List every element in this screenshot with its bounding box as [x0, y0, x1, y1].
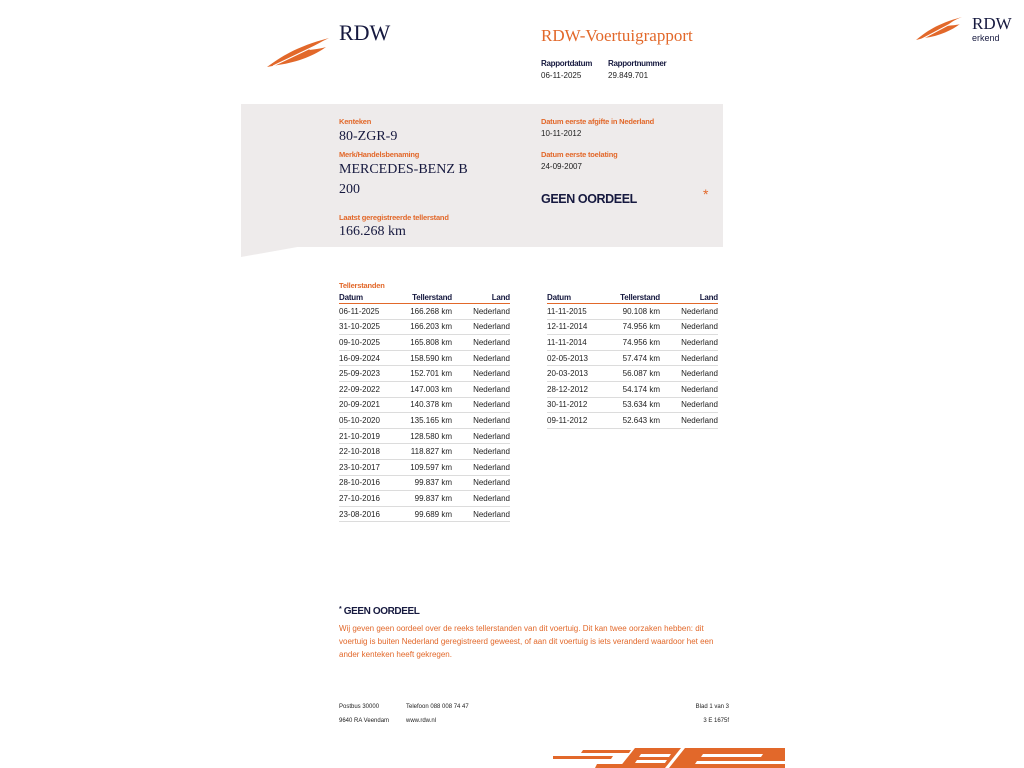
footnote-asterisk: *	[339, 606, 342, 613]
cell-date: 05-10-2020	[339, 413, 394, 429]
cell-date: 11-11-2014	[547, 335, 602, 351]
cell-date: 21-10-2019	[339, 428, 394, 444]
cell-date: 20-09-2021	[339, 397, 394, 413]
counts-table-right	[547, 292, 718, 429]
footer-phone: Telefoon 088 008 74 47	[406, 704, 469, 710]
cell-date: 06-11-2025	[339, 304, 394, 320]
cell-reading: 74.956 km	[602, 319, 660, 335]
cell-date: 11-11-2015	[547, 304, 602, 320]
counts-header-row	[547, 292, 718, 304]
header-date: Datum	[339, 292, 394, 304]
cell-country: Nederland	[452, 335, 510, 351]
counts-table-left	[339, 292, 510, 522]
cell-country: Nederland	[660, 366, 718, 382]
cell-country: Nederland	[452, 381, 510, 397]
footnote-title: GEEN OORDEEL	[343, 606, 420, 617]
report-date-label: Rapportdatum	[541, 59, 593, 68]
cell-country: Nederland	[660, 413, 718, 429]
cell-date: 20-03-2013	[547, 366, 602, 382]
plate-label: Kenteken	[339, 117, 372, 126]
first-admission-label: Datum eerste toelating	[541, 150, 618, 159]
report-number-value: 29.849.701	[608, 71, 649, 80]
cell-reading: 158.590 km	[394, 350, 452, 366]
first-admission-value: 24-09-2007	[541, 162, 582, 171]
make-label: Merk/Handelsbenaming	[339, 150, 420, 159]
cell-reading: 52.643 km	[602, 413, 660, 429]
report-title: RDW-Voertuigrapport	[541, 26, 693, 45]
table-row	[339, 428, 510, 444]
cell-reading: 56.087 km	[602, 366, 660, 382]
cell-country: Nederland	[660, 381, 718, 397]
brand-name: RDW	[339, 20, 391, 45]
rdw-erkend-logo	[914, 14, 1014, 46]
cell-country: Nederland	[452, 304, 510, 320]
cell-reading: 166.268 km	[394, 304, 452, 320]
table-row	[339, 475, 510, 491]
counts-title: Tellerstanden	[339, 281, 385, 290]
verdict-text: GEEN OORDEEL	[541, 192, 637, 206]
cell-reading: 99.837 km	[394, 475, 452, 491]
rdw-stripes-graphic	[553, 746, 785, 768]
cell-date: 30-11-2012	[547, 397, 602, 413]
cell-country: Nederland	[452, 506, 510, 522]
cell-date: 22-10-2018	[339, 444, 394, 460]
cell-reading: 53.634 km	[602, 397, 660, 413]
cell-country: Nederland	[452, 444, 510, 460]
cell-country: Nederland	[660, 335, 718, 351]
cell-date: 02-05-2013	[547, 350, 602, 366]
cell-country: Nederland	[452, 319, 510, 335]
cell-country: Nederland	[660, 319, 718, 335]
cell-reading: 118.827 km	[394, 444, 452, 460]
cell-date: 25-09-2023	[339, 366, 394, 382]
cell-reading: 90.108 km	[602, 304, 660, 320]
cell-date: 22-09-2022	[339, 381, 394, 397]
cell-reading: 165.808 km	[394, 335, 452, 351]
table-row	[339, 366, 510, 382]
cell-reading: 74.956 km	[602, 335, 660, 351]
first-nl-label: Datum eerste afgifte in Nederland	[541, 117, 655, 126]
cell-country: Nederland	[452, 413, 510, 429]
header-reading: Tellerstand	[394, 292, 452, 304]
cell-date: 28-12-2012	[547, 381, 602, 397]
report-date-value: 06-11-2025	[541, 71, 582, 80]
table-row	[547, 319, 718, 335]
footer-web: www.rdw.nl	[406, 718, 437, 724]
table-row	[339, 459, 510, 475]
cell-date: 23-08-2016	[339, 506, 394, 522]
feather-icon	[914, 14, 964, 42]
cell-date: 16-09-2024	[339, 350, 394, 366]
footnote-line-2: voertuig is buiten Nederland geregistreerd geweest, of aan dit voertuig is iets veranderd waardoor het een	[339, 637, 714, 646]
cell-reading: 99.689 km	[394, 506, 452, 522]
table-row	[339, 491, 510, 507]
cell-reading: 152.701 km	[394, 366, 452, 382]
odometer-label: Laatst geregistreerde tellerstand	[339, 213, 449, 222]
odometer-value: 166.268 km	[339, 224, 406, 239]
footnote-line-1: Wij geven geen oordeel over de reeks tellerstanden van dit voertuig. Dit kan twee oorzaken hebben: dit	[339, 624, 704, 633]
cell-country: Nederland	[452, 397, 510, 413]
footnote-body	[339, 622, 739, 661]
header-reading: Tellerstand	[602, 292, 660, 304]
cell-reading: 135.165 km	[394, 413, 452, 429]
cell-reading: 99.837 km	[394, 491, 452, 507]
table-row	[339, 397, 510, 413]
cell-country: Nederland	[660, 304, 718, 320]
verdict-asterisk: *	[703, 186, 709, 202]
cell-reading: 128.580 km	[394, 428, 452, 444]
cell-country: Nederland	[452, 350, 510, 366]
table-row	[339, 319, 510, 335]
cell-date: 23-10-2017	[339, 459, 394, 475]
counts-header-row	[339, 292, 510, 304]
cell-country: Nederland	[452, 459, 510, 475]
table-row	[547, 350, 718, 366]
make-value-line1: MERCEDES-BENZ B	[339, 162, 468, 177]
table-row	[339, 506, 510, 522]
erkend-brand-name: RDW	[972, 14, 1012, 33]
header-country: Land	[660, 292, 718, 304]
erkend-subtext: erkend	[972, 33, 1000, 43]
cell-reading: 166.203 km	[394, 319, 452, 335]
cell-country: Nederland	[452, 491, 510, 507]
table-row	[339, 413, 510, 429]
cell-country: Nederland	[452, 428, 510, 444]
table-row	[339, 304, 510, 320]
cell-reading: 57.474 km	[602, 350, 660, 366]
report-number-label: Rapportnummer	[608, 59, 667, 68]
table-row	[339, 335, 510, 351]
cell-country: Nederland	[660, 350, 718, 366]
footer-code: 3 E 1675f	[703, 718, 729, 724]
table-row	[547, 304, 718, 320]
table-row	[547, 397, 718, 413]
rdw-feather-logo-icon	[265, 35, 331, 69]
make-value-line2: 200	[339, 182, 360, 197]
cell-date: 28-10-2016	[339, 475, 394, 491]
header-country: Land	[452, 292, 510, 304]
cell-date: 12-11-2014	[547, 319, 602, 335]
first-nl-value: 10-11-2012	[541, 129, 582, 138]
cell-country: Nederland	[452, 366, 510, 382]
footnote-heading	[339, 606, 420, 617]
cell-date: 27-10-2016	[339, 491, 394, 507]
cell-country: Nederland	[660, 397, 718, 413]
cell-date: 09-11-2012	[547, 413, 602, 429]
cell-reading: 140.378 km	[394, 397, 452, 413]
cell-reading: 54.174 km	[602, 381, 660, 397]
table-row	[547, 335, 718, 351]
table-row	[547, 366, 718, 382]
footer-page: Blad 1 van 3	[695, 704, 729, 710]
panel-notch	[241, 246, 303, 257]
cell-date: 31-10-2025	[339, 319, 394, 335]
footnote-line-3: ander kenteken heeft gekregen.	[339, 650, 452, 659]
cell-date: 09-10-2025	[339, 335, 394, 351]
table-row	[339, 381, 510, 397]
table-row	[547, 381, 718, 397]
table-row	[339, 444, 510, 460]
header-date: Datum	[547, 292, 602, 304]
cell-reading: 109.597 km	[394, 459, 452, 475]
cell-reading: 147.003 km	[394, 381, 452, 397]
footer-address-2: 9640 RA Veendam	[339, 718, 390, 724]
table-row	[339, 350, 510, 366]
table-row	[547, 413, 718, 429]
cell-country: Nederland	[452, 475, 510, 491]
footer-address-1: Postbus 30000	[339, 704, 380, 710]
plate-value: 80-ZGR-9	[339, 129, 398, 144]
